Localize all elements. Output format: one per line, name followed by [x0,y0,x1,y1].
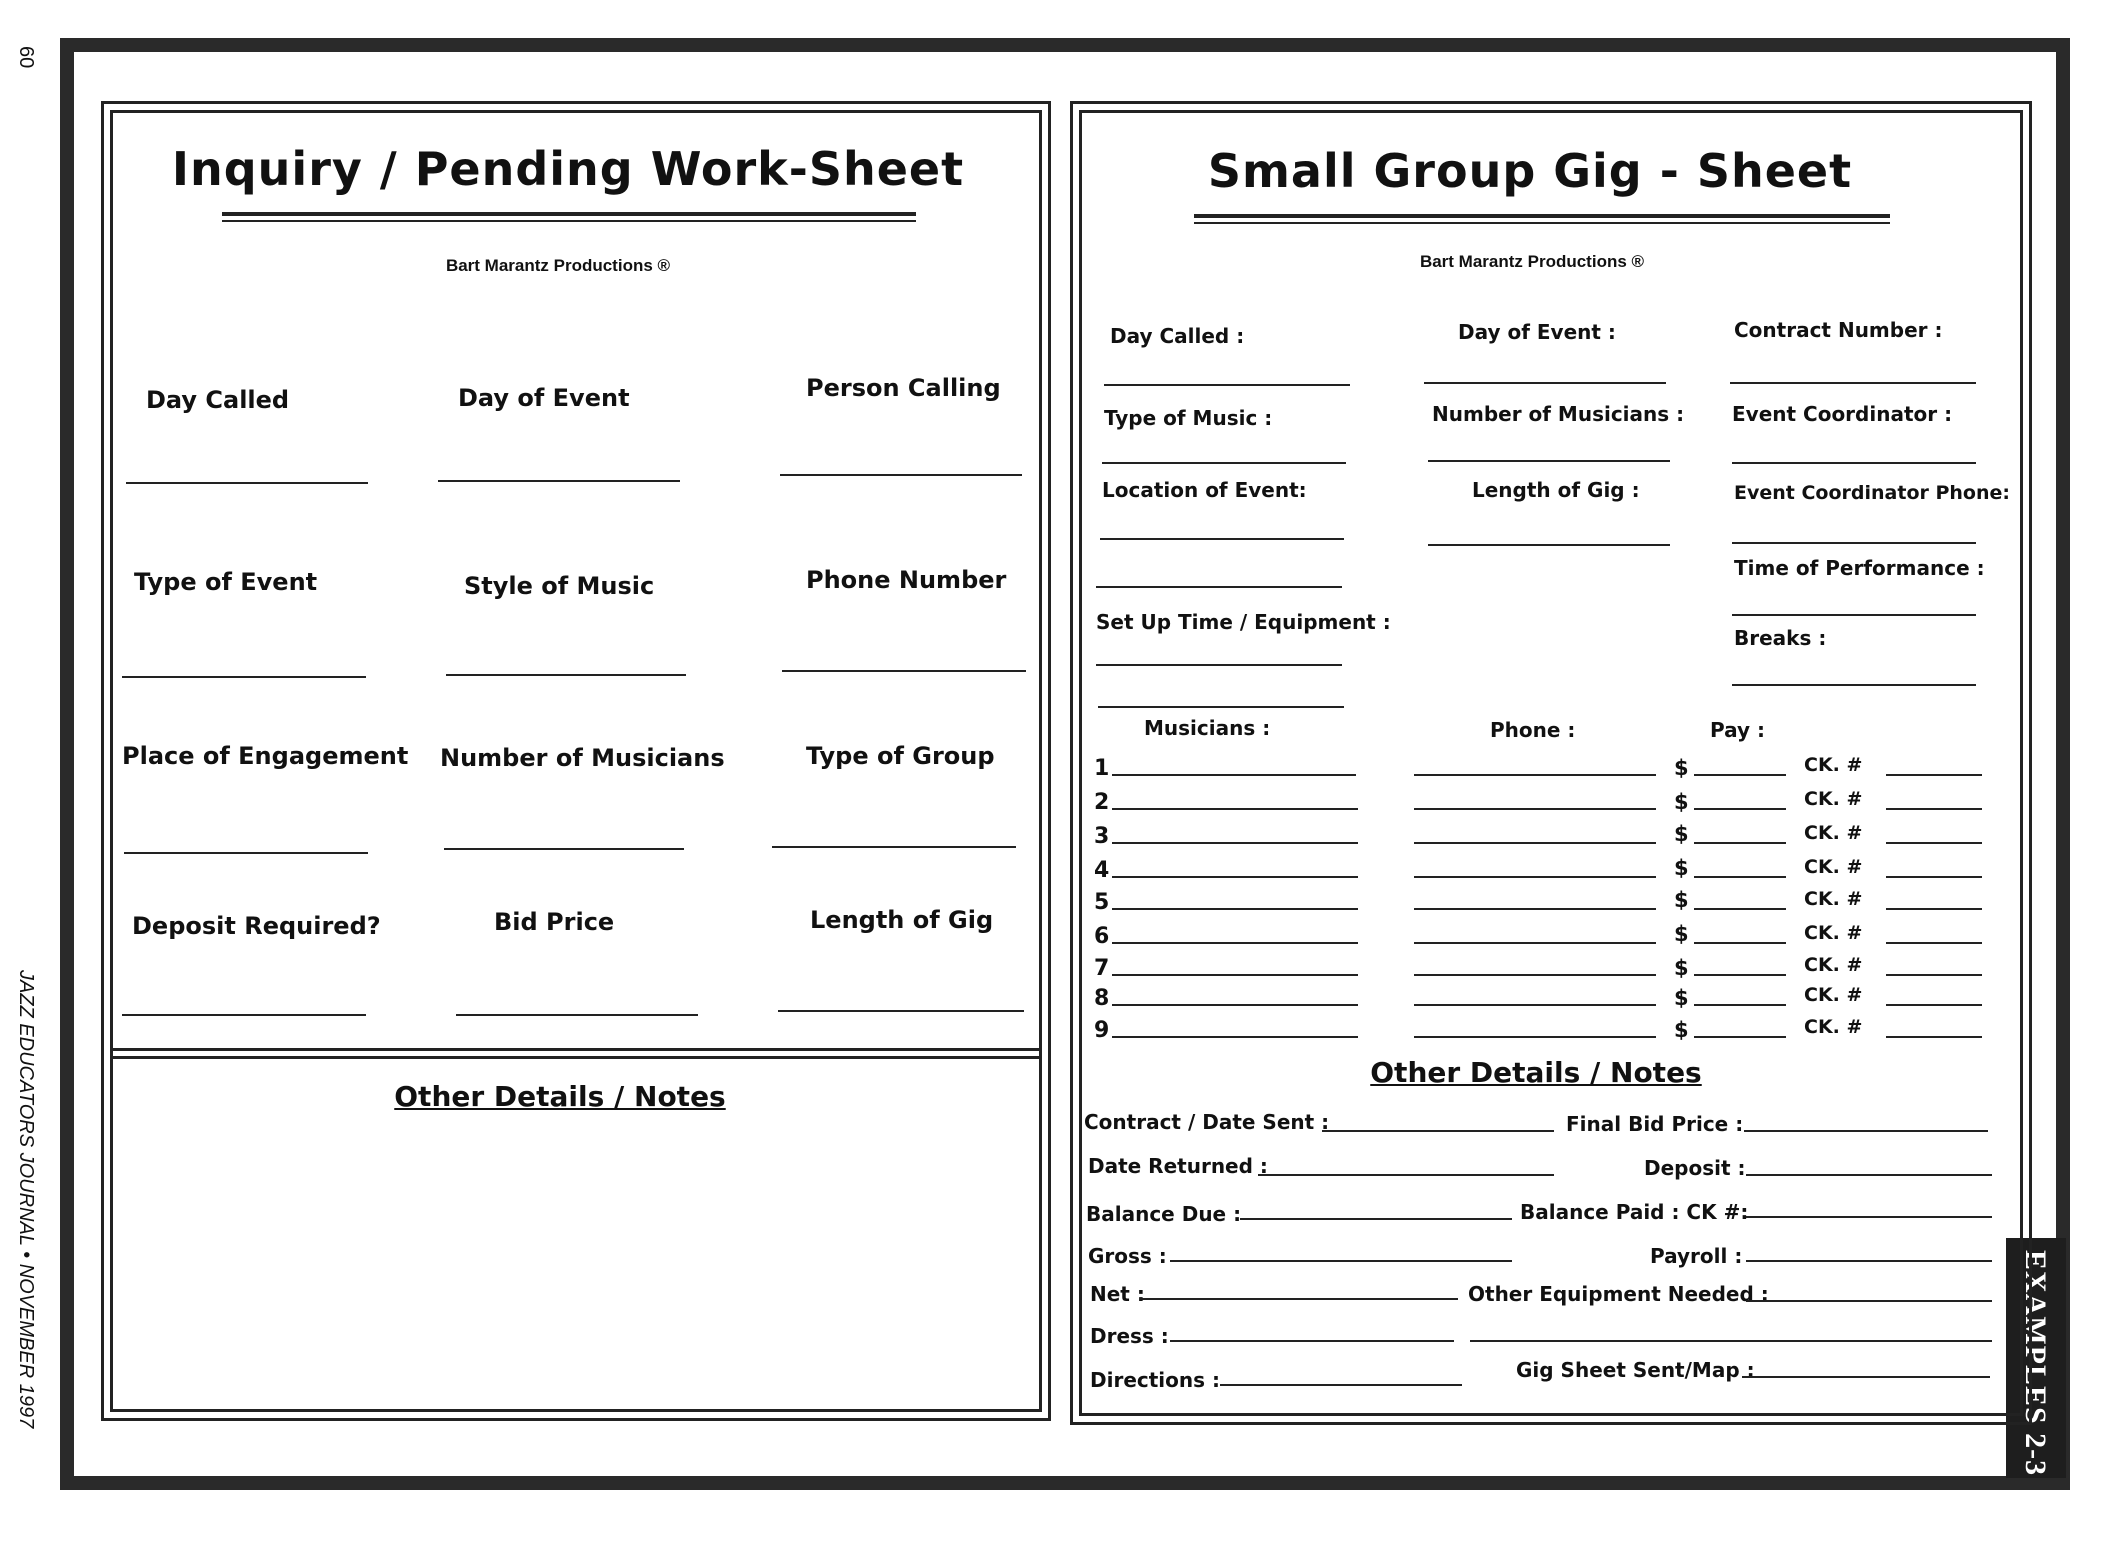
check-label: CK. # [1804,788,1863,810]
musician-phone-field[interactable] [1414,876,1656,878]
day-of-event-field[interactable] [438,480,680,482]
page-number: 60 [15,46,37,69]
check-label: CK. # [1804,856,1863,878]
final-bid-price-field[interactable] [1744,1130,1988,1132]
check-number-field[interactable] [1886,842,1982,844]
roster-number: 2 [1094,790,1110,815]
check-label: CK. # [1804,754,1863,776]
journal-footer: JAZZ EDUCATORS JOURNAL • NOVEMBER 1997 [15,970,37,1429]
musician-phone-field[interactable] [1414,908,1656,910]
bid-price-label: Bid Price [494,908,615,936]
breaks-field[interactable] [1732,684,1976,686]
deposit-field[interactable] [1746,1174,1992,1176]
check-label: CK. # [1804,1016,1863,1038]
dress-field[interactable] [1170,1340,1454,1342]
day-of-event-label: Day of Event [458,384,630,412]
length-of-gig-label: Length of Gig [810,906,994,934]
check-label: CK. # [1804,822,1863,844]
check-number-field[interactable] [1886,942,1982,944]
number-of-musicians-field[interactable] [444,848,684,850]
musician-phone-field[interactable] [1414,974,1656,976]
inquiry-title: Inquiry / Pending Work-Sheet [171,142,965,196]
pay-field[interactable] [1694,808,1786,810]
musician-name-field[interactable] [1112,974,1358,976]
gig-sheet-title: Small Group Gig - Sheet [1207,144,1853,198]
dollar-sign: $ [1674,986,1689,1010]
pay-field[interactable] [1694,942,1786,944]
check-number-field[interactable] [1886,1036,1982,1038]
check-number-field[interactable] [1886,974,1982,976]
pay-field[interactable] [1694,774,1786,776]
gig-notes-heading: Other Details / Notes [1370,1056,1702,1089]
roster-number: 4 [1094,858,1110,883]
phone-number-label: Phone Number [806,566,1007,594]
musician-name-field[interactable] [1112,876,1358,878]
person-calling-field[interactable] [780,474,1022,476]
place-of-engagement-field[interactable] [124,852,368,854]
location-of-event-field-1[interactable] [1100,538,1344,540]
dollar-sign: $ [1674,888,1689,912]
musician-name-field[interactable] [1112,1036,1358,1038]
gig-day-of-event-label: Day of Event : [1458,320,1616,344]
inquiry-notes-area[interactable] [120,1126,1032,1406]
dollar-sign: $ [1674,1018,1689,1042]
gross-label: Gross : [1088,1244,1167,1268]
roster-number: 1 [1094,756,1110,781]
net-label: Net : [1090,1282,1145,1306]
gig-day-of-event-field[interactable] [1424,382,1666,384]
pay-header: Pay : [1710,718,1765,742]
set-up-time-field-2[interactable] [1098,706,1344,708]
balance-due-field[interactable] [1240,1218,1512,1220]
musician-phone-field[interactable] [1414,808,1656,810]
check-label: CK. # [1804,954,1863,976]
balance-paid-field[interactable] [1746,1216,1992,1218]
roster-number: 7 [1094,956,1110,981]
type-of-music-label: Type of Music : [1104,406,1273,430]
dollar-sign: $ [1674,856,1689,880]
dollar-sign: $ [1674,822,1689,846]
type-of-group-label: Type of Group [806,742,995,770]
musician-name-field[interactable] [1112,942,1358,944]
musician-phone-field[interactable] [1414,842,1656,844]
pay-field[interactable] [1694,908,1786,910]
event-coordinator-label: Event Coordinator : [1732,402,1953,426]
type-of-group-field[interactable] [772,846,1016,848]
contract-number-field[interactable] [1730,382,1976,384]
gig-sheet-title-rule [1194,214,1890,224]
gross-field[interactable] [1170,1260,1512,1262]
day-called-field[interactable] [126,482,368,484]
musician-phone-field[interactable] [1414,1036,1656,1038]
contract-date-sent-label: Contract / Date Sent : [1084,1110,1330,1134]
gig-number-of-musicians-label: Number of Musicians : [1432,402,1685,426]
check-label: CK. # [1804,888,1863,910]
payroll-field[interactable] [1746,1260,1992,1262]
event-coordinator-field[interactable] [1732,462,1976,464]
date-returned-field[interactable] [1258,1174,1554,1176]
gig-number-of-musicians-field[interactable] [1428,460,1670,462]
other-equipment-label: Other Equipment Needed : [1468,1282,1769,1306]
number-of-musicians-label: Number of Musicians [440,744,725,772]
style-of-music-field[interactable] [446,674,686,676]
set-up-time-label: Set Up Time / Equipment : [1096,610,1391,634]
type-of-event-label: Type of Event [134,568,318,596]
check-number-field[interactable] [1886,808,1982,810]
dollar-sign: $ [1674,956,1689,980]
pay-field[interactable] [1694,974,1786,976]
inquiry-notes-heading: Other Details / Notes [394,1080,726,1113]
gig-length-of-gig-field[interactable] [1428,544,1670,546]
check-number-field[interactable] [1886,774,1982,776]
time-of-performance-field[interactable] [1732,614,1976,616]
pay-field[interactable] [1694,1004,1786,1006]
style-of-music-label: Style of Music [464,572,655,600]
gig-length-of-gig-label: Length of Gig : [1472,478,1640,502]
roster-number: 3 [1094,824,1110,849]
time-of-performance-label: Time of Performance : [1734,556,1985,580]
dress-label: Dress : [1090,1324,1169,1348]
gig-sheet-panel [1070,101,2032,1425]
pay-field[interactable] [1694,1036,1786,1038]
event-coordinator-phone-label: Event Coordinator Phone: [1734,482,2010,504]
musician-phone-field[interactable] [1414,774,1656,776]
deposit-label: Deposit : [1644,1156,1746,1180]
gig-sheet-sent-label: Gig Sheet Sent/Map : [1516,1358,1755,1382]
day-called-label: Day Called [146,386,290,414]
other-equipment-field[interactable] [1746,1300,1992,1302]
net-field[interactable] [1140,1298,1458,1300]
musician-name-field[interactable] [1112,908,1358,910]
type-of-event-field[interactable] [122,676,366,678]
directions-field[interactable] [1220,1384,1462,1386]
musician-name-field[interactable] [1112,842,1358,844]
musician-name-field[interactable] [1112,1004,1358,1006]
roster-number: 5 [1094,890,1110,915]
roster-number: 8 [1094,986,1110,1011]
inquiry-title-rule [222,212,916,222]
dollar-sign: $ [1674,922,1689,946]
gig-sheet-subtitle: Bart Marantz Productions ® [1419,252,1645,271]
location-of-event-field-2[interactable] [1096,586,1342,588]
dollar-sign: $ [1674,756,1689,780]
musician-name-field[interactable] [1112,808,1358,810]
type-of-music-field[interactable] [1102,462,1346,464]
check-number-field[interactable] [1886,1004,1982,1006]
gig-day-called-field[interactable] [1104,384,1350,386]
musician-phone-field[interactable] [1414,1004,1656,1006]
check-number-field[interactable] [1886,908,1982,910]
roster-number: 9 [1094,1018,1110,1043]
contract-date-sent-field[interactable] [1322,1130,1554,1132]
deposit-required-label: Deposit Required? [132,912,381,940]
inquiry-notes-divider-2 [110,1056,1042,1059]
check-number-field[interactable] [1886,876,1982,878]
inquiry-notes-divider [110,1048,1042,1051]
length-of-gig-field[interactable] [778,1010,1024,1012]
set-up-time-field-1[interactable] [1096,664,1342,666]
phone-header: Phone : [1490,718,1576,742]
check-label: CK. # [1804,984,1863,1006]
payroll-label: Payroll : [1650,1244,1743,1268]
date-returned-label: Date Returned : [1088,1154,1268,1178]
place-of-engagement-label: Place of Engagement [122,742,409,770]
balance-paid-label: Balance Paid : CK #: [1520,1200,1749,1224]
dollar-sign: $ [1674,790,1689,814]
person-calling-label: Person Calling [806,374,1001,402]
musician-name-field[interactable] [1112,774,1356,776]
check-label: CK. # [1804,922,1863,944]
pay-field[interactable] [1694,876,1786,878]
bid-price-field[interactable] [456,1014,698,1016]
other-equipment-field-2[interactable] [1470,1340,1992,1342]
contract-number-label: Contract Number : [1734,318,1943,342]
breaks-label: Breaks : [1734,626,1827,650]
gig-day-called-label: Day Called : [1110,324,1245,348]
directions-label: Directions : [1090,1368,1220,1392]
roster-number: 6 [1094,924,1110,949]
musicians-header: Musicians : [1144,716,1271,740]
phone-number-field[interactable] [782,670,1026,672]
inquiry-subtitle: Bart Marantz Productions ® [445,256,671,275]
final-bid-price-label: Final Bid Price : [1566,1112,1744,1136]
event-coordinator-phone-field[interactable] [1732,542,1976,544]
gig-sheet-sent-field[interactable] [1742,1376,1990,1378]
deposit-required-field[interactable] [122,1014,366,1016]
musician-phone-field[interactable] [1414,942,1656,944]
balance-due-label: Balance Due : [1086,1202,1242,1226]
pay-field[interactable] [1694,842,1786,844]
section-tab-label: EXAMPLES 2-3 [2019,1250,2052,1477]
location-of-event-label: Location of Event: [1102,478,1307,502]
